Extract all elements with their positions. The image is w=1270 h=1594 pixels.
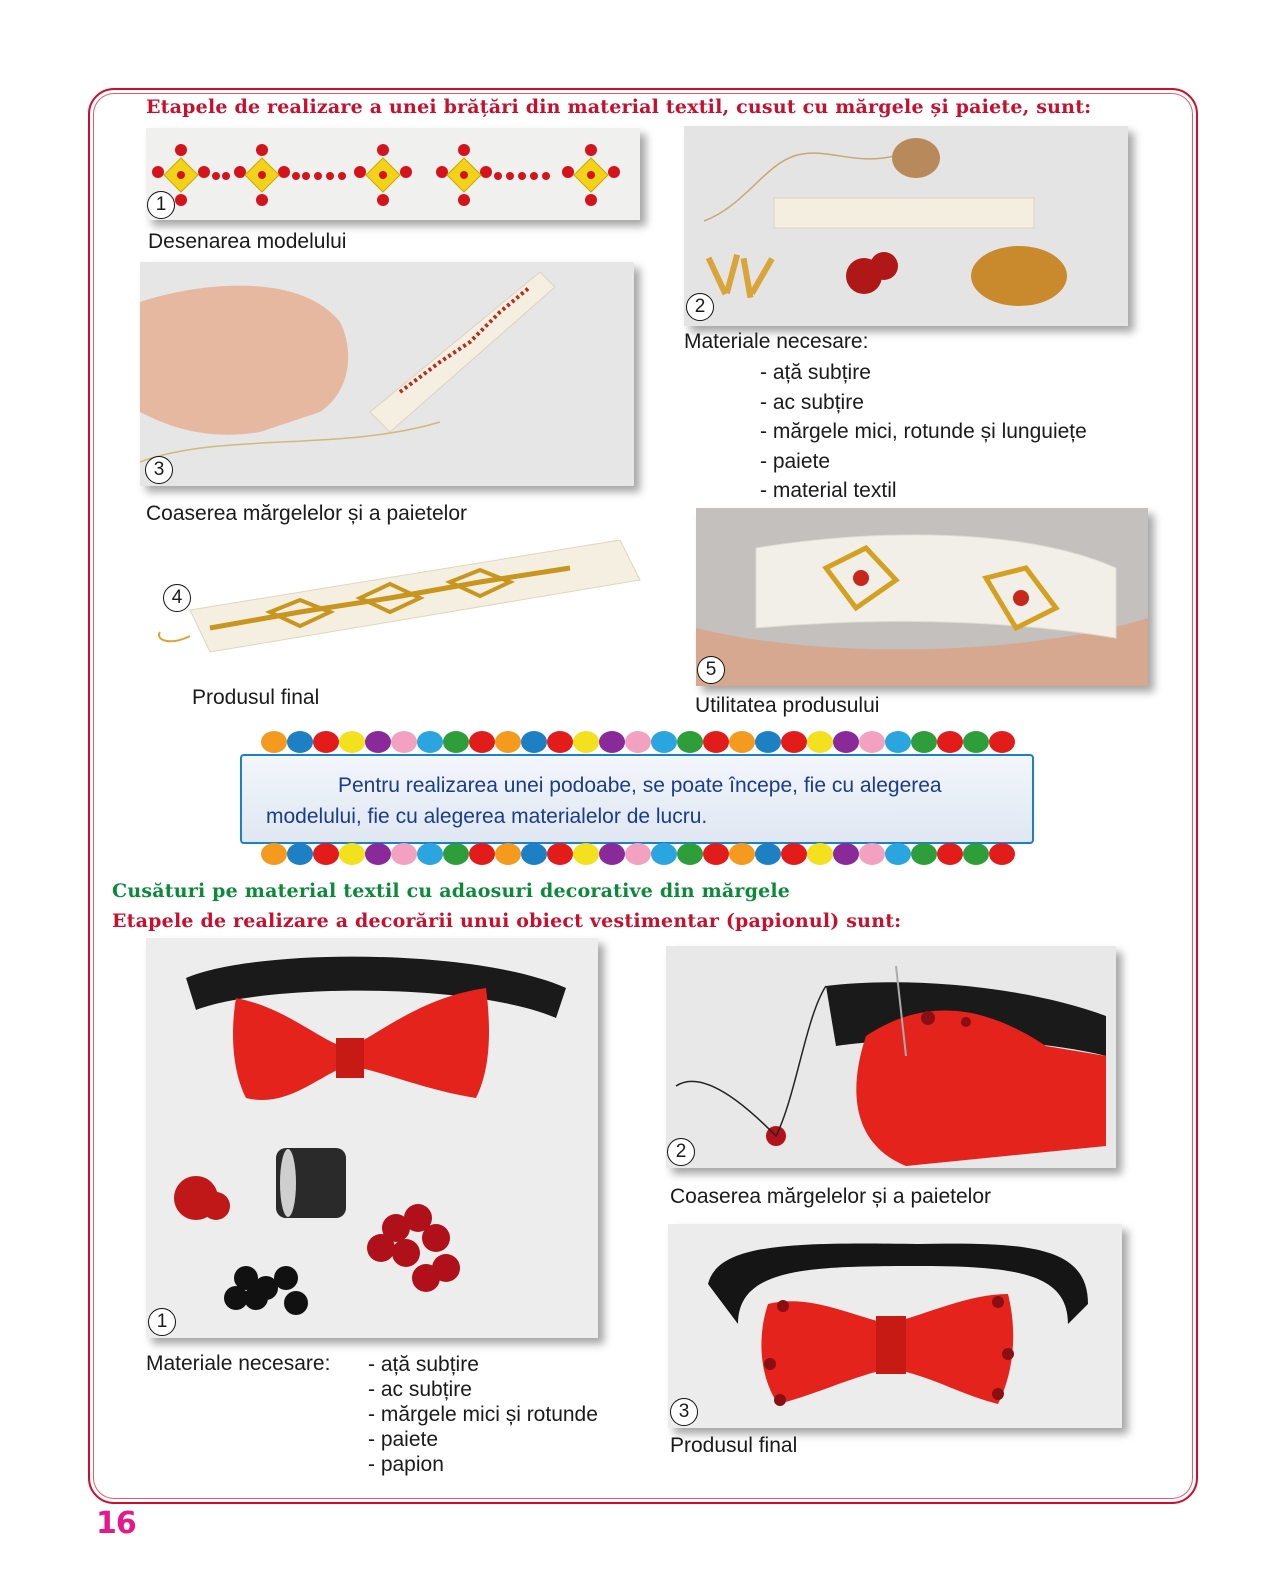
caption-step-1: Desenarea modelului — [148, 230, 347, 253]
step-number-bowtie-1: 1 — [148, 1308, 176, 1336]
step-number-bowtie-2: 2 — [667, 1138, 695, 1166]
balloon-border-top — [260, 726, 1020, 758]
material-item: - material textil — [760, 479, 897, 502]
material-item: - mărgele mici, rotunde și lunguiețe — [760, 420, 1087, 443]
material-item: - paiete — [760, 449, 831, 473]
photo-sewing-beads — [140, 262, 634, 486]
caption-step-3: Coaserea mărgelelor și a paietelor — [146, 502, 467, 525]
material-item: - paiete — [368, 1428, 439, 1451]
materials-list-bowtie — [368, 1352, 598, 1477]
materials-list-bracelet — [760, 358, 1087, 506]
material-item: - ac subțire — [368, 1378, 472, 1401]
photo-bowtie-final — [668, 1224, 1122, 1428]
step-number-4: 4 — [163, 584, 191, 612]
material-item: - papion — [368, 1453, 444, 1476]
section2-heading-green: Cusături pe material textil cu adaosuri decorative din mărgele — [112, 880, 791, 902]
caption-step-2: Materiale necesare: — [684, 330, 869, 353]
caption-bowtie-step-1: Materiale necesare: — [146, 1352, 331, 1375]
caption-step-4: Produsul final — [192, 686, 320, 709]
step-number-5: 5 — [697, 656, 725, 684]
tip-callout-text: Pentru realizarea unei podoabe, se poate începe, fie cu alegerea modelului, fie cu alegerea materialelor de lucru. — [266, 774, 942, 828]
tip-callout — [240, 742, 1030, 854]
step-number-bowtie-3: 3 — [670, 1398, 698, 1426]
balloon-border-bottom — [260, 838, 1020, 870]
photo-pattern-drawing — [146, 128, 640, 220]
step-number-2: 2 — [686, 293, 714, 321]
material-item: - mărgele mici și rotunde — [368, 1403, 598, 1426]
photo-bracelet-worn — [696, 508, 1148, 686]
page-number: 16 — [96, 1506, 136, 1541]
photo-materials — [684, 126, 1128, 326]
section2-heading-red: Etapele de realizare a decorării unui obiect vestimentar (papionul) sunt: — [112, 910, 902, 932]
material-item: - ac subțire — [760, 390, 864, 414]
material-item: - ață subțire — [760, 361, 871, 384]
section1-heading: Etapele de realizare a unei brățări din material textil, cusut cu mărgele și paiete, sunt: — [146, 96, 1092, 118]
caption-step-5: Utilitatea produsului — [695, 694, 880, 717]
photo-bowtie-sewing — [666, 946, 1116, 1168]
photo-bowtie-materials — [146, 938, 598, 1338]
step-number-1: 1 — [147, 191, 175, 219]
photo-final-bracelet — [150, 540, 650, 660]
caption-bowtie-step-3: Produsul final — [670, 1434, 798, 1457]
material-item: - ață subțire — [368, 1353, 479, 1376]
step-number-3: 3 — [145, 456, 173, 484]
caption-bowtie-step-2: Coaserea mărgelelor și a paietelor — [670, 1185, 991, 1208]
